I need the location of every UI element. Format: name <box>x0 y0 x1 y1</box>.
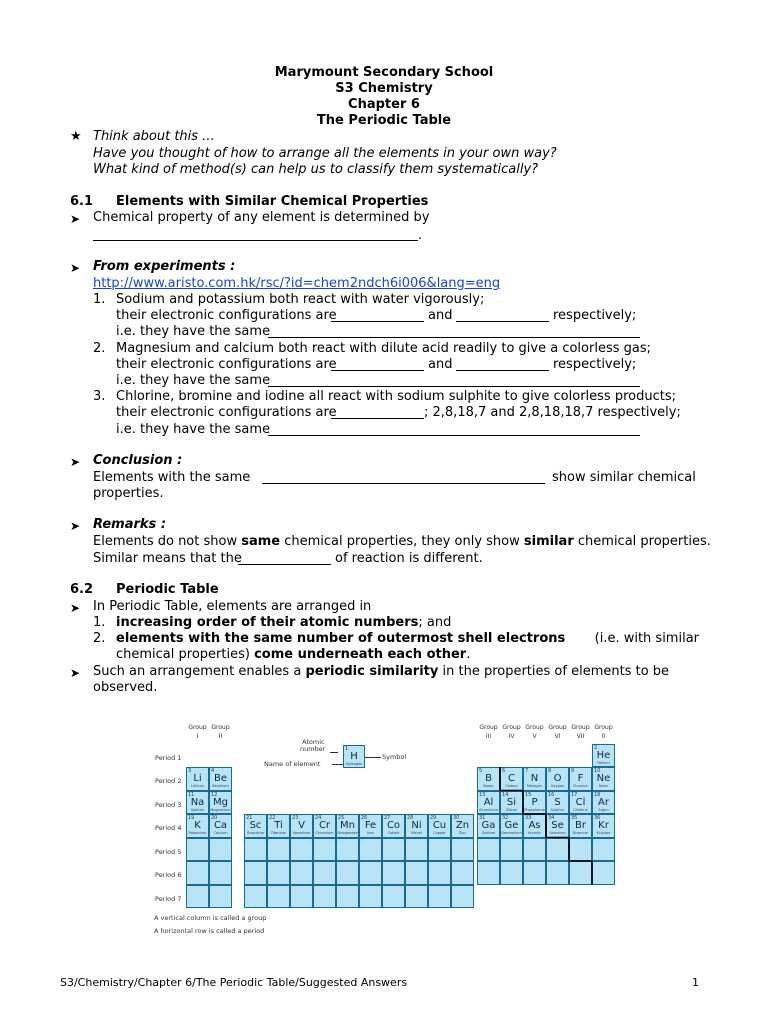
element-name: Boron <box>483 784 494 788</box>
element-name: Copper <box>433 831 446 835</box>
element-symbol: C <box>508 773 515 784</box>
atomic-number: 32 <box>502 815 509 821</box>
element-symbol: Be <box>213 773 227 784</box>
and-text: and <box>428 308 453 323</box>
note-group: A vertical column is called a group <box>154 914 267 922</box>
answer-blank[interactable] <box>238 564 331 565</box>
answer-blank[interactable] <box>456 321 549 322</box>
element-symbol: N <box>530 773 539 784</box>
arrangement-rule-2-cont <box>116 647 470 662</box>
element-symbol: Ni <box>411 820 422 831</box>
group-number: IV <box>508 733 515 740</box>
element-symbol: Ca <box>213 820 228 831</box>
element-symbol: Li <box>193 773 202 784</box>
element-name: Carbon <box>505 784 518 788</box>
element-symbol: Cl <box>575 796 586 808</box>
section-6-1-heading: Elements with Similar Chemical Properties <box>116 194 429 209</box>
page-number: 1 <box>692 976 699 989</box>
element-name: Gallium <box>481 831 496 835</box>
atomic-number: 21 <box>246 815 253 821</box>
period-label: Period 2 <box>155 777 182 785</box>
atomic-number: 22 <box>269 815 276 821</box>
atomic-number: 35 <box>571 815 578 821</box>
section-6-2-number: 6.2 <box>70 582 94 597</box>
group-number: III <box>485 733 492 740</box>
element-symbol: Cr <box>318 820 331 831</box>
remarks-text: Elements do not show <box>93 534 238 549</box>
answer-blank[interactable] <box>331 321 424 322</box>
element-name: Magnesium <box>210 807 231 812</box>
element-name: Chlorine <box>573 807 588 812</box>
element-name: Phosphorus <box>524 807 545 812</box>
atomic-number: 31 <box>479 815 486 821</box>
atomic-number: 6 <box>502 768 506 774</box>
element-name: Krypton <box>596 831 611 835</box>
element-name: Nickel <box>411 831 422 835</box>
think-line-3: What kind of method(s) can help us to classify them systematically? <box>93 162 539 177</box>
key-symbol-label: Symbol <box>382 753 407 761</box>
note-period: A horizontal row is called a period <box>154 927 265 935</box>
answer-blank[interactable] <box>268 337 640 338</box>
experiment-1-config: their electronic configurations are <box>116 308 337 323</box>
arrow-bullet-icon: ➤ <box>70 666 81 680</box>
item-number: 2. <box>93 341 106 356</box>
group-number: I <box>196 733 199 740</box>
group-number: 0 <box>601 733 606 740</box>
item-number: 3. <box>93 389 106 404</box>
element-symbol: Br <box>575 820 586 831</box>
period-label: Period 4 <box>155 824 182 832</box>
conclusion-text-b: show similar chemical <box>552 470 696 485</box>
element-name: Lithium <box>190 784 205 788</box>
element-name: Scandium <box>246 831 265 835</box>
periodic-intro: In Periodic Table, elements are arranged in <box>93 599 372 614</box>
arrow-bullet-icon: ➤ <box>70 455 81 469</box>
element-symbol: Co <box>386 820 401 831</box>
element-name: Neon <box>598 784 609 788</box>
chapter: Chapter 6 <box>348 97 420 112</box>
element-symbol: Cu <box>432 820 447 831</box>
school-name: Marymount Secondary School <box>274 65 494 80</box>
atomic-number: 8 <box>548 768 552 774</box>
remarks-emphasis: same <box>241 534 281 549</box>
atomic-number: 19 <box>188 815 195 821</box>
metal-nonmetal-staircase <box>150 720 620 920</box>
key-number-label: number <box>300 745 326 753</box>
element-symbol: He <box>596 749 611 761</box>
period-label: Period 7 <box>155 895 182 903</box>
experiment-1-text: Sodium and potassium both react with water vigorously; <box>116 292 485 307</box>
group-number: VII <box>576 733 585 740</box>
element-name: Titanium <box>270 831 287 835</box>
rule-1-bold: increasing order of their atomic numbers <box>116 615 419 630</box>
star-icon: ★ <box>70 129 82 144</box>
element-symbol: Se <box>551 820 564 831</box>
similarity-text: Such an arrangement enables a <box>93 664 302 679</box>
atomic-number: 33 <box>525 815 532 821</box>
element-symbol: S <box>554 796 561 808</box>
period-label: Period 1 <box>155 754 182 762</box>
experiment-2-same: i.e. they have the same <box>116 373 271 388</box>
period-label: Period 6 <box>155 871 182 879</box>
element-symbol: Kr <box>598 820 609 831</box>
periodic-table-figure <box>150 720 620 940</box>
element-symbol: Mn <box>340 820 355 831</box>
page-title: The Periodic Table <box>316 113 452 128</box>
remarks-label: Remarks : <box>93 517 167 532</box>
element-symbol: Sc <box>249 820 262 831</box>
similarity-bold: periodic similarity <box>305 664 439 679</box>
atomic-number: 11 <box>188 791 195 798</box>
element-symbol: Ge <box>504 820 519 831</box>
remarks-line-2a: Similar means that the <box>93 551 242 566</box>
experiment-2-text: Magnesium and calcium both react with dilute acid readily to give a colorless gas; <box>116 341 652 356</box>
similarity-text: in the properties of elements to be <box>442 664 670 679</box>
atomic-number: 18 <box>594 791 601 798</box>
rule-2-bold-end: come underneath each other <box>254 647 467 662</box>
arrow-bullet-icon: ➤ <box>70 519 81 533</box>
answer-blank[interactable] <box>268 386 640 387</box>
arrangement-rule-2 <box>116 631 699 646</box>
element-name: Calcium <box>213 831 228 835</box>
atomic-number: 10 <box>594 768 601 774</box>
conclusion-text-c: properties. <box>93 486 164 501</box>
element-name: Arsenic <box>528 831 541 835</box>
atomic-number: 14 <box>502 791 509 798</box>
experiment-3-config: their electronic configurations are <box>116 405 337 420</box>
element-name: Silicon <box>505 807 518 812</box>
bullet-chemical-property: Chemical property of any element is determined by <box>93 210 430 225</box>
element-name: Argon <box>598 807 609 812</box>
footer-path: S3/Chemistry/Chapter 6/The Periodic Table/Suggested Answers <box>60 976 408 989</box>
answer-blank[interactable] <box>456 370 549 371</box>
atomic-number: 27 <box>384 815 391 821</box>
element-symbol: Ar <box>598 796 609 808</box>
group-label: Group <box>502 724 521 731</box>
experiment-3-configs-tail: ; 2,8,18,7 and 2,8,18,18,7 respectively; <box>424 405 681 420</box>
element-symbol: B <box>485 773 492 784</box>
period-label: Period 5 <box>155 848 182 856</box>
respectively-text: respectively; <box>553 308 637 323</box>
experiment-2-config: their electronic configurations are <box>116 357 337 372</box>
arrangement-rule-1 <box>116 615 451 630</box>
section-6-1-number: 6.1 <box>70 194 94 209</box>
atomic-number: 4 <box>211 768 215 774</box>
element-name: Sodium <box>190 807 205 812</box>
rule-2-aside: (i.e. with similar <box>594 631 699 646</box>
experiment-link[interactable]: http://www.aristo.com.hk/rsc/?id=chem2ndch6i006&lang=eng <box>93 276 501 291</box>
group-label: Group <box>594 724 613 731</box>
atomic-number: 29 <box>430 815 437 821</box>
element-symbol: Ga <box>481 820 496 831</box>
atomic-number: 36 <box>594 815 601 821</box>
rule-1-end: ; and <box>418 615 452 630</box>
element-name: Iron <box>367 831 374 835</box>
element-name: Oxygen <box>550 784 565 788</box>
atomic-number: 25 <box>338 815 345 821</box>
atomic-number: 16 <box>548 791 555 798</box>
group-label: Group <box>188 724 207 731</box>
section-6-2-heading: Periodic Table <box>116 582 219 597</box>
element-symbol: K <box>194 820 201 831</box>
period-mark: . <box>418 228 423 243</box>
element-symbol: Mg <box>213 796 228 808</box>
element-symbol: Si <box>506 796 517 808</box>
atomic-number: 34 <box>548 815 555 821</box>
key-atomic-number: 1 <box>345 746 349 752</box>
item-number: 1. <box>93 615 106 630</box>
atomic-number: 28 <box>407 815 414 821</box>
group-label: Group <box>571 724 590 731</box>
remarks-emphasis: similar <box>523 534 574 549</box>
remarks-text: chemical properties. <box>577 534 711 549</box>
experiment-1-same: i.e. they have the same <box>116 324 271 339</box>
atomic-number: 5 <box>479 768 483 774</box>
element-symbol: Na <box>190 796 205 808</box>
group-label: Group <box>548 724 567 731</box>
rule-2-text: chemical properties) <box>116 647 250 662</box>
element-symbol: Zn <box>455 820 470 831</box>
element-symbol: O <box>553 773 562 784</box>
answer-blank[interactable] <box>268 435 640 436</box>
atomic-number: 26 <box>361 815 368 821</box>
periodic-similarity-line <box>93 664 699 679</box>
group-number: V <box>532 733 537 740</box>
group-label: Group <box>479 724 498 731</box>
key-symbol: H <box>350 751 358 762</box>
element-name: Cobalt <box>387 831 400 835</box>
atomic-number: 17 <box>571 791 578 798</box>
subject: S3 Chemistry <box>335 81 433 96</box>
think-line-2: Have you thought of how to arrange all the elements in your own way? <box>93 146 557 161</box>
element-symbol: Ne <box>596 773 611 784</box>
and-text: and <box>428 357 453 372</box>
element-symbol: As <box>528 820 541 831</box>
element-name: Helium <box>597 760 610 765</box>
atomic-number: 3 <box>188 768 192 774</box>
element-symbol: F <box>577 773 584 784</box>
element-symbol: P <box>531 796 538 808</box>
group-label: Group <box>525 724 544 731</box>
atomic-number: 23 <box>292 815 299 821</box>
element-name: Fluorine <box>573 784 588 788</box>
item-number: 1. <box>93 292 106 307</box>
arrow-bullet-icon: ➤ <box>70 261 81 275</box>
element-name: Beryllium <box>212 784 229 788</box>
atomic-number: 30 <box>453 815 460 821</box>
atomic-number: 9 <box>571 768 575 774</box>
element-name: Zinc <box>458 831 467 835</box>
staircase-line <box>500 767 592 885</box>
group-label: Group <box>211 724 230 731</box>
element-name: Germanium <box>501 831 522 835</box>
remarks-line-1 <box>93 534 711 549</box>
rule-2-bold: elements with the same number of outermost shell electrons <box>116 631 566 646</box>
atomic-number: 15 <box>525 791 532 798</box>
atomic-number: 12 <box>211 791 218 798</box>
element-name: Selenium <box>549 831 566 835</box>
element-symbol: Fe <box>364 820 377 831</box>
element-name: Sulphur <box>550 807 565 812</box>
element-symbol: Ti <box>274 820 283 831</box>
arrow-bullet-icon: ➤ <box>70 212 81 226</box>
remarks-text: chemical properties, they only show <box>284 534 520 549</box>
key-name-label: Name of element <box>264 760 321 768</box>
atomic-number: 24 <box>315 815 322 821</box>
element-name: Potassium <box>188 831 207 835</box>
atomic-number: 2 <box>594 744 598 751</box>
group-number: VI <box>554 733 561 740</box>
experiment-3-same: i.e. they have the same <box>116 422 271 437</box>
answer-blank[interactable] <box>331 370 424 371</box>
arrow-bullet-icon: ➤ <box>70 601 81 615</box>
element-name: Vanadium <box>292 831 311 835</box>
atomic-number: 20 <box>211 815 218 821</box>
rule-2-period: . <box>466 647 471 662</box>
atomic-number: 7 <box>525 768 529 774</box>
element-symbol: V <box>298 820 305 831</box>
element-name: Aluminium <box>479 807 498 812</box>
experiment-3-text: Chlorine, bromine and iodine all react with sodium sulphite to give colorless products; <box>116 389 676 404</box>
answer-blank[interactable] <box>331 418 424 419</box>
experiments-label: From experiments : <box>93 259 236 274</box>
element-symbol: Al <box>483 796 494 808</box>
answer-blank[interactable] <box>262 483 545 484</box>
conclusion-text-a: Elements with the same <box>93 470 251 485</box>
think-line-1: Think about this ... <box>93 129 215 144</box>
element-name: Chromium <box>315 831 334 835</box>
item-number: 2. <box>93 631 106 646</box>
key-element-name: Hydrogen <box>345 762 363 766</box>
conclusion-label: Conclusion : <box>93 453 183 468</box>
period-label: Period 3 <box>155 801 182 809</box>
element-name: Nitrogen <box>526 784 543 788</box>
group-number: II <box>218 733 223 740</box>
atomic-number: 13 <box>479 791 486 798</box>
respectively-text: respectively; <box>553 357 637 372</box>
answer-blank[interactable] <box>93 240 418 241</box>
remarks-line-2b: of reaction is different. <box>335 551 483 566</box>
similarity-end: observed. <box>93 680 158 695</box>
element-name: Bromine <box>573 831 588 835</box>
element-name: Manganese <box>337 831 358 835</box>
key-atomic-label: Atomic <box>302 738 325 746</box>
